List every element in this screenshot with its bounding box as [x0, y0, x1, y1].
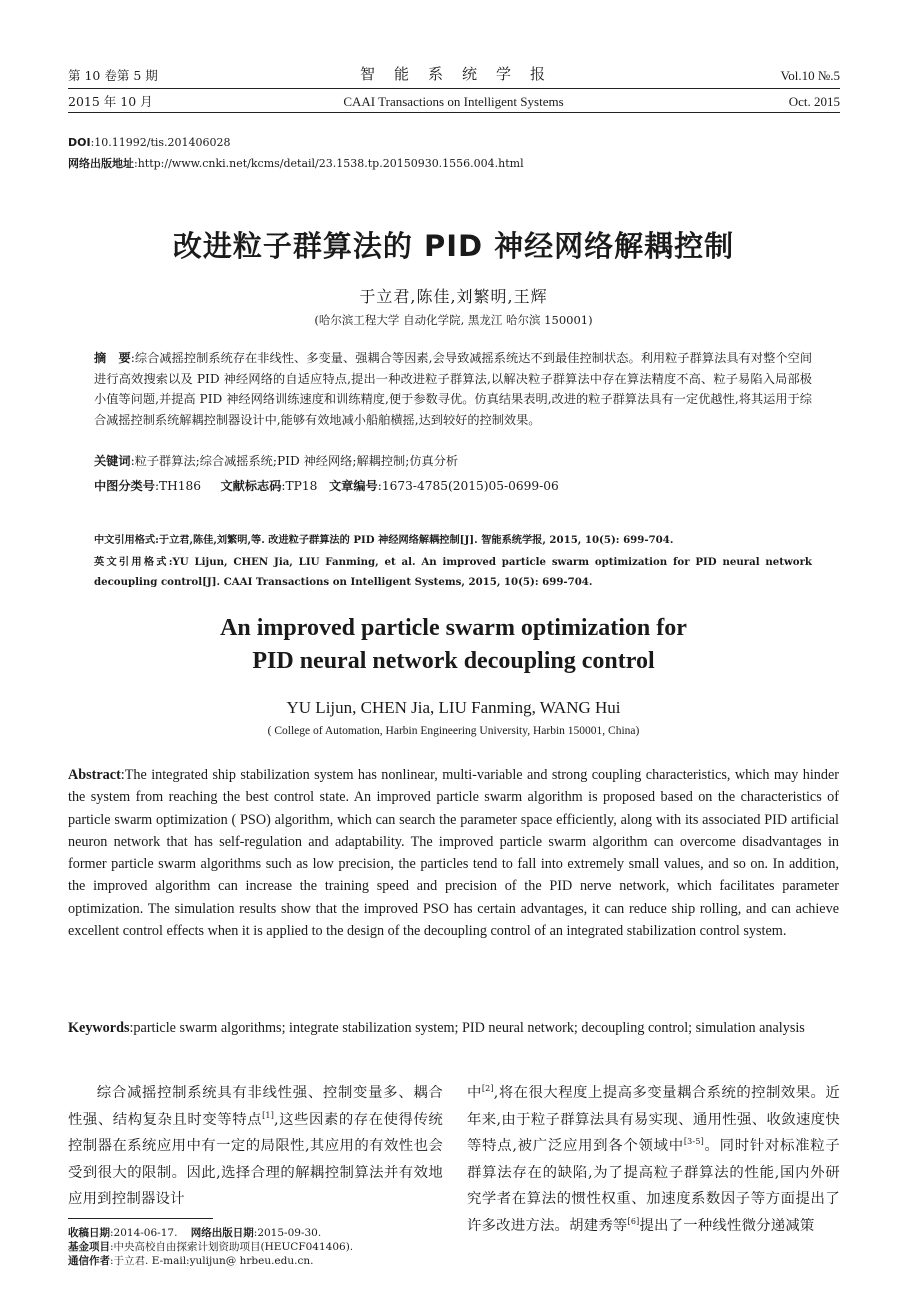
- body-right-text-d: 提出了一种线性微分递减策: [639, 1217, 815, 1234]
- body-right-text-a: 中: [467, 1085, 482, 1101]
- en-title-line1: An improved particle swarm optimization for: [220, 615, 687, 641]
- doc-code-value: :TP18: [281, 479, 318, 493]
- doi-value: :10.11992/tis.201406028: [90, 136, 231, 149]
- cn-keywords-label: 关键词: [94, 454, 131, 468]
- en-abstract-text: :The integrated ship stabilization system has nonlinear, multi-variable and strong coupling characteristics, which may hinder the system from reaching the best control state. An improved particle swarm algorithm is proposed based on the characteristics of particle swarm optimization ( PSO) algorithm, which can search the parameter space efficiently, along with its associated PID artificial neuron network that has self-regulation and adaptability. The improved particle swarm algorithm can overcome disadvantages in former particle swarm algorithms such as low precision, the particles tend to fall into extremely small values, and so on. In addition, the improved algorithm can increase the training speed and precision of the PID nerve network, which facilitates parameter optimization. The simulation results show that the improved PSO has certain advantages, it can reduce ship rolling, and can achieve excellent control effects when it is applied to the design of the decoupling control of an integrated stabilization control system.: [68, 767, 839, 940]
- cn-abstract: [94, 348, 812, 430]
- cn-classification: [94, 476, 812, 497]
- corresponding-label: 通信作者: [68, 1255, 110, 1267]
- footnote-corresponding: [68, 1254, 448, 1268]
- body-right-text-b: ,将在很大程度上提高多变量耦合系统的控制效果。近年来,由于粒子群算法具有易实现、通用性强、收敛速度快等特点,被广泛应用到各个领域中: [467, 1085, 840, 1154]
- citation-cn: 中文引用格式:于立君,陈佳,刘繁明,等. 改进粒子群算法的 PID 神经网络解耦控制[J]. 智能系统学报, 2015, 10(5): 699-704.: [94, 534, 674, 546]
- online-date-value: :2015-09-30.: [253, 1227, 322, 1239]
- en-keywords: [68, 1017, 839, 1039]
- doi-label: DOI: [68, 136, 91, 149]
- cn-authors: 于立君,陈佳,刘繁明,王辉: [359, 287, 548, 306]
- online-url-value: :http://www.cnki.net/kcms/detail/23.1538.tp.20150930.1556.004.html: [134, 157, 524, 170]
- footnote-dates: [68, 1226, 448, 1240]
- corresponding-value: :于立君. E-mail:yulijun@ hrbeu.edu.cn.: [110, 1255, 314, 1267]
- cn-abstract-text: :综合减摇控制系统存在非线性、多变量、强耦合等因素,会导致减摇系统达不到最佳控制状态。利用粒子群算法具有对整个空间进行高效搜索以及 PID 神经网络的自适应特点,提出一种改进粒子群算法,以解决粒子群算法中存在算法精度不高、粒子易陷入局部极小值等问题,并提高 PID 神经网络训练速度和训练精度,便于参数寻优。仿真结果表明,改进的粒子群算法具有一定优越性,将其运用于综合减摇控制系统解耦控制器设计中,能够有效地减小船舶横摇,达到较好的控制效果。: [94, 351, 813, 427]
- body-left-column: [68, 1080, 443, 1213]
- received-label: 收稿日期: [68, 1227, 110, 1239]
- fund-label: 基金项目: [68, 1241, 110, 1253]
- online-date-label: 网络出版日期: [190, 1227, 254, 1239]
- footnote-rule: [68, 1218, 213, 1219]
- header-date-en: Oct. 2015: [788, 94, 840, 109]
- en-keywords-text: :particle swarm algorithms; integrate stabilization system; PID neural network; decoupling control; simulation analysis: [129, 1020, 805, 1036]
- cn-title: 改进粒子群算法的 PID 神经网络解耦控制: [172, 229, 735, 263]
- fund-value: :中央高校自由探索计划资助项目(HEUCF041406).: [110, 1241, 354, 1253]
- ref-2[interactable]: [2]: [481, 1084, 494, 1094]
- cn-keywords: [94, 451, 812, 472]
- en-keywords-label: Keywords: [68, 1020, 130, 1036]
- ref-3-5[interactable]: [3-5]: [683, 1137, 704, 1147]
- en-authors: YU Lijun, CHEN Jia, LIU Fanming, WANG Hui: [286, 698, 621, 717]
- doc-code-label: 文献标志码: [220, 479, 282, 493]
- citation-en: 英文引用格式:YU Lijun, CHEN Jia, LIU Fanming, et al. An improved particle swarm optimization for PID neural network decoupling control[J]. CAAI Transactions on Intelligent Systems, 2015, 10(5): 699-704.: [94, 556, 812, 588]
- body-right-column: [467, 1080, 840, 1239]
- en-affiliation: ( College of Automation, Harbin Engineering University, Harbin 150001, China): [267, 725, 640, 737]
- header-date: 2015 年 10 月: [68, 94, 153, 109]
- online-url-line: [68, 155, 524, 172]
- header-volume: 第 10 卷第 5 期: [68, 68, 158, 83]
- cn-abstract-label: 摘 要: [94, 351, 131, 365]
- footnote-fund: [68, 1240, 448, 1254]
- article-number-label: 文章编号: [328, 479, 378, 493]
- body-left-text-a: 综合减摇控制系统具有非线性强、控制变量多、耦合性强、结构复杂且时变等特点: [68, 1085, 443, 1128]
- journal-name-en: CAAI Transactions on Intelligent Systems: [343, 94, 564, 109]
- en-title: [68, 612, 839, 678]
- received-value: :2014-06-17.: [110, 1227, 178, 1239]
- doi-line: [68, 134, 231, 151]
- header-volume-en: Vol.10 №.5: [780, 68, 840, 83]
- article-number-value: :1673-4785(2015)05-0699-06: [377, 479, 559, 493]
- header-rule-upper: [68, 88, 840, 89]
- body-left-text-b: ,这些因素的存在使得传统控制器在系统应用中有一定的局限性,其应用的有效性也会受到很大的限制。因此,选择合理的解耦控制算法并有效地应用到控制器设计: [68, 1111, 443, 1207]
- ref-1[interactable]: [1]: [262, 1110, 275, 1120]
- cn-affiliation: (哈尔滨工程大学 自动化学院, 黑龙江 哈尔滨 150001): [314, 313, 593, 327]
- cn-keywords-text: :粒子群算法;综合减摇系统;PID 神经网络;解耦控制;仿真分析: [130, 454, 459, 468]
- ref-6[interactable]: [6]: [627, 1216, 640, 1226]
- header-rule-lower: [68, 112, 840, 113]
- en-abstract: [68, 764, 839, 942]
- body-right-text-c: 。同时针对标准粒子群算法存在的缺陷,为了提高粒子群算法的性能,国内外研究学者在算法的惯性权重、加速度系数因子等方面提出了许多改进方法。胡建秀等: [467, 1138, 840, 1234]
- clc-value: :TH186: [154, 479, 202, 493]
- online-url-label: 网络出版地址: [68, 157, 134, 170]
- journal-name-cn: 智 能 系 统 学 报: [359, 65, 547, 83]
- en-title-line2: PID neural network decoupling control: [252, 648, 655, 674]
- clc-label: 中图分类号: [94, 479, 155, 493]
- en-abstract-label: Abstract: [68, 767, 121, 783]
